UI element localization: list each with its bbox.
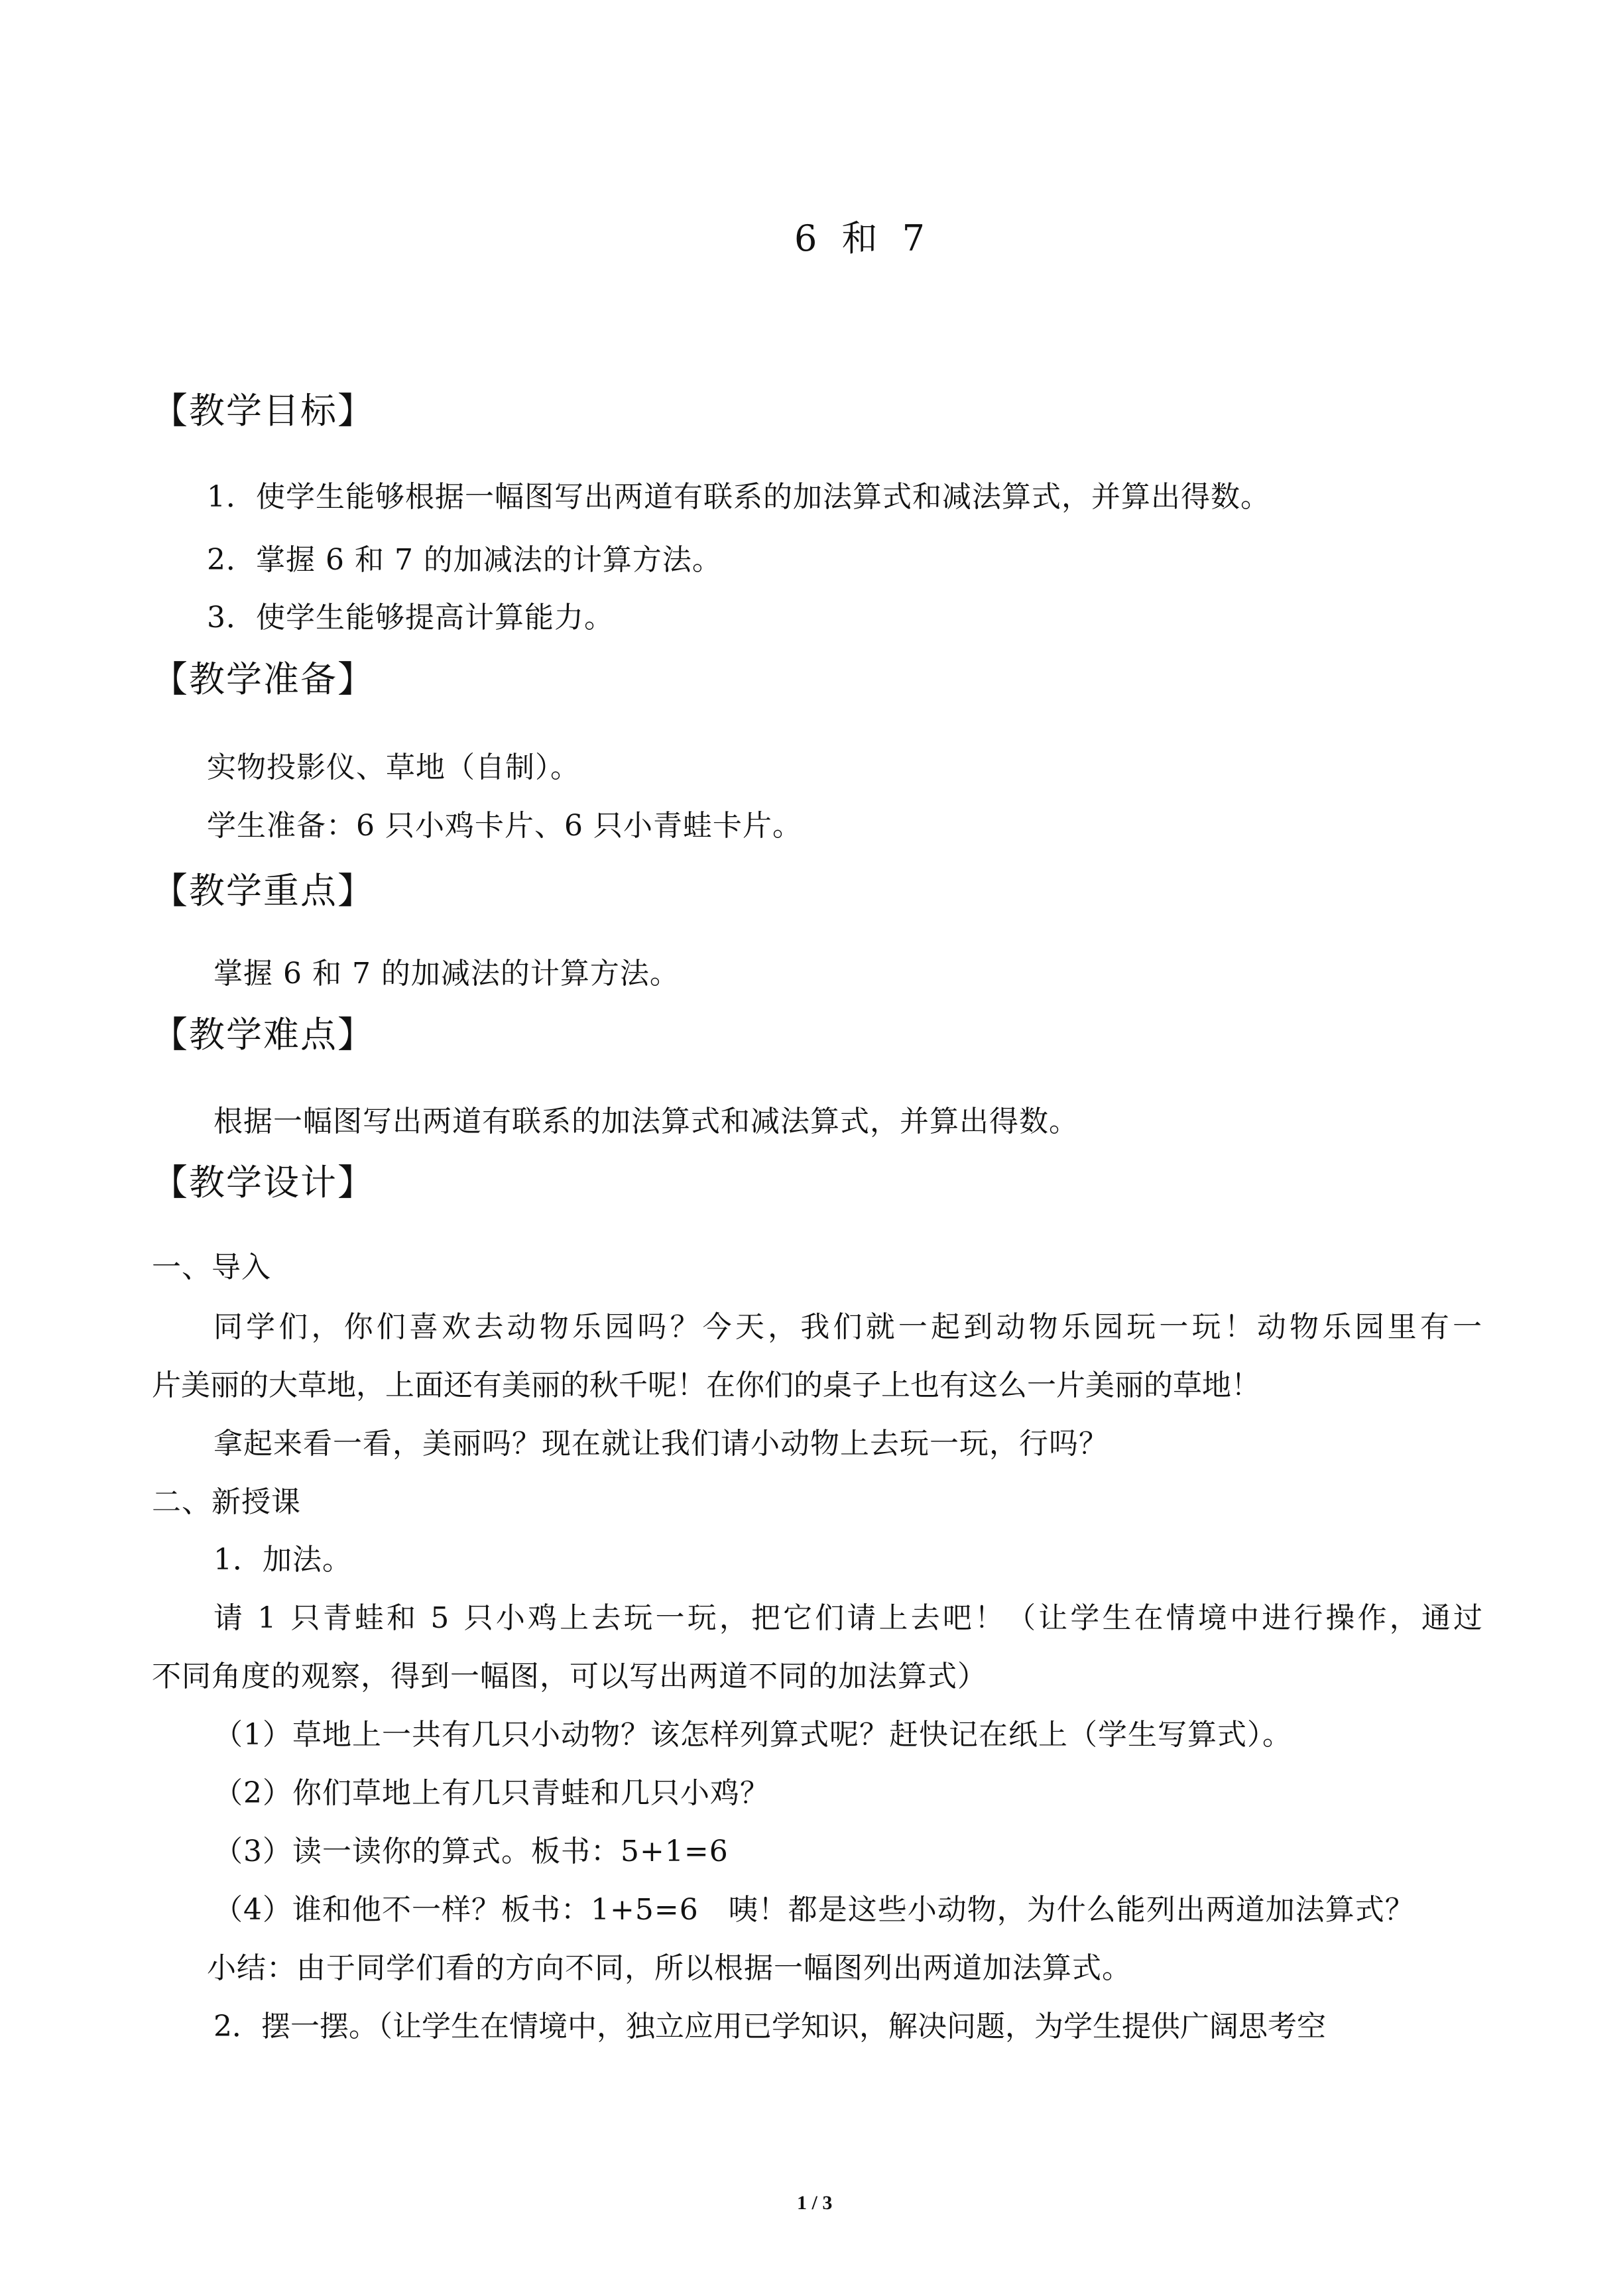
intro-heading: 一、导入 bbox=[152, 1250, 271, 1284]
goal-item-2: 2．掌握 6 和 7 的加减法的计算方法。 bbox=[207, 543, 722, 577]
summary-text: 小结：由于同学们看的方向不同，所以根据一幅图列出两道加法算式。 bbox=[207, 1951, 1132, 1985]
goal-item-3: 3．使学生能够提高计算能力。 bbox=[207, 601, 614, 634]
heading-teaching-design: 【教学设计】 bbox=[152, 1162, 375, 1203]
difficult-points-text: 根据一幅图写出两道有联系的加法算式和减法算式，并算出得数。 bbox=[213, 1105, 1079, 1138]
question-2: （2）你们草地上有几只青蛙和几只小鸡？ bbox=[213, 1776, 770, 1810]
question-3: （3）读一读你的算式。板书：5+1=6 bbox=[213, 1835, 729, 1868]
intro-paragraph-line-2: 片美丽的大草地，上面还有美丽的秋千呢！在你们的桌子上也有这么一片美丽的草地！ bbox=[152, 1368, 1260, 1402]
question-1: （1）草地上一共有几只小动物？该怎样列算式呢？赶快记在纸上（学生写算式）。 bbox=[213, 1718, 1292, 1752]
new-lesson-paragraph-line-1: 请 1 只青蛙和 5 只小鸡上去玩一玩，把它们请上去吧！（让学生在情境中进行操作，通过 bbox=[213, 1601, 1486, 1635]
heading-teaching-goals: 【教学目标】 bbox=[152, 390, 375, 432]
goal-item-1: 1．使学生能够根据一幅图写出两道有联系的加法算式和减法算式，并算出得数。 bbox=[207, 480, 1270, 514]
key-points-text: 掌握 6 和 7 的加减法的计算方法。 bbox=[213, 957, 680, 991]
new-lesson-sub-2: 2．摆一摆。（让学生在情境中，独立应用已学知识，解决问题，为学生提供广阔思考空 bbox=[213, 2010, 1326, 2043]
question-4: （4）谁和他不一样？板书：1+5=6 咦！都是这些小动物，为什么能列出两道加法算式？ bbox=[213, 1893, 1415, 1927]
intro-paragraph-2: 拿起来看一看，美丽吗？现在就让我们请小动物上去玩一玩，行吗？ bbox=[213, 1427, 1109, 1461]
heading-difficult-points: 【教学难点】 bbox=[152, 1014, 375, 1056]
prep-item-1: 实物投影仪、草地（自制）。 bbox=[207, 751, 580, 784]
prep-item-2: 学生准备：6 只小鸡卡片、6 只小青蛙卡片。 bbox=[207, 809, 802, 843]
heading-key-points: 【教学重点】 bbox=[152, 870, 375, 912]
page-number: 1 / 3 bbox=[797, 2192, 833, 2214]
new-lesson-paragraph-line-2: 不同角度的观察，得到一幅图，可以写出两道不同的加法算式） bbox=[152, 1660, 987, 1693]
heading-teaching-prep: 【教学准备】 bbox=[152, 658, 375, 700]
document-title: 6 和 7 bbox=[794, 217, 932, 259]
intro-paragraph-line-1: 同学们，你们喜欢去动物乐园吗？今天，我们就一起到动物乐园玩一玩！动物乐园里有一 bbox=[213, 1310, 1486, 1344]
new-lesson-sub-1: 1．加法。 bbox=[213, 1543, 352, 1577]
new-lesson-heading: 二、新授课 bbox=[152, 1485, 301, 1519]
